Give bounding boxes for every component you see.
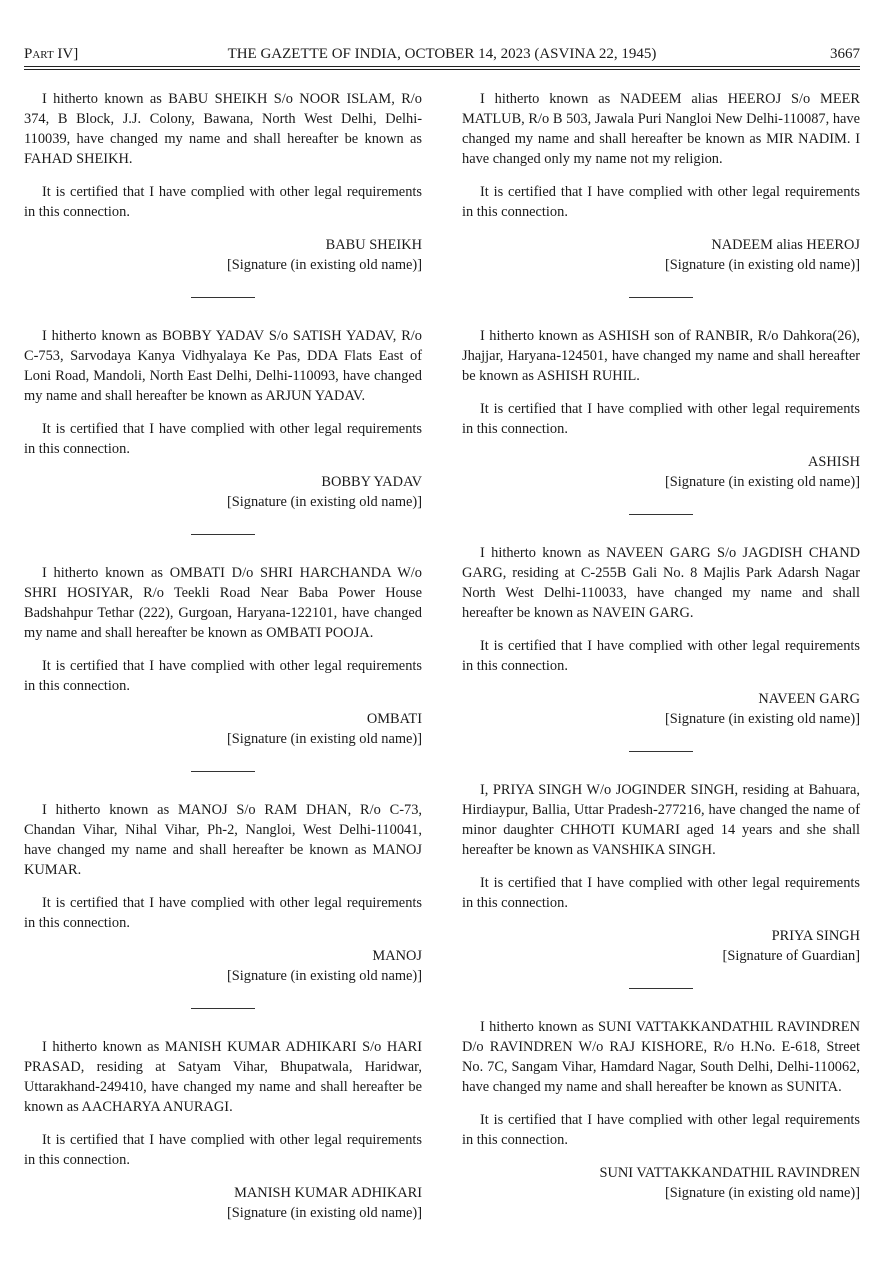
signature-block bbox=[24, 709, 422, 749]
notice-separator bbox=[191, 297, 255, 298]
notice-body: I hitherto known as MANOJ S/o RAM DHAN, R/o C-73, Chandan Vihar, Nihal Vihar, Ph-2, Nangloi, West Delhi-110041, have changed my name and shall hereafter be known as MANOJ KUMAR. bbox=[24, 802, 422, 878]
notice-separator bbox=[191, 771, 255, 772]
signature-block bbox=[24, 235, 422, 275]
certification-text: It is certified that I have complied with other legal requirements in this connection. bbox=[24, 1132, 422, 1168]
name-change-notice bbox=[462, 780, 860, 966]
right-column bbox=[462, 89, 860, 1203]
notice-separator bbox=[629, 751, 693, 752]
certification-text: It is certified that I have complied with other legal requirements in this connection. bbox=[24, 658, 422, 694]
signatory-name: NAVEEN GARG bbox=[758, 691, 860, 707]
signature-block bbox=[462, 926, 860, 966]
certification-text: It is certified that I have complied with other legal requirements in this connection. bbox=[462, 638, 860, 674]
notice-body: I hitherto known as NAVEEN GARG S/o JAGDISH CHAND GARG, residing at C-255B Gali No. 8 Majlis Park Adarsh Nagar North West Delhi-110033, have changed my name and shall hereafter be known as NAVEIN GARG. bbox=[462, 545, 860, 621]
notice-body: I hitherto known as BABU SHEIKH S/o NOOR ISLAM, R/o 374, B Block, J.J. Colony, Bawana, North West Delhi, Delhi-110039, have changed my name and shall hereafter be known as FAHAD SHEIKH. bbox=[24, 91, 422, 167]
signature-block bbox=[24, 1183, 422, 1223]
signature-label: [Signature (in existing old name)] bbox=[226, 257, 422, 273]
signature-block bbox=[24, 946, 422, 986]
gazette-title: THE GAZETTE OF INDIA, OCTOBER 14, 2023 (ASVINA 22, 1945) bbox=[227, 46, 657, 62]
signatory-name: NADEEM alias HEEROJ bbox=[711, 237, 860, 253]
gazette-header bbox=[24, 44, 860, 66]
notice-separator bbox=[629, 297, 693, 298]
signature-block bbox=[24, 472, 422, 512]
signature-block bbox=[462, 452, 860, 492]
signatory-name: BOBBY YADAV bbox=[321, 474, 422, 490]
signatory-name: PRIYA SINGH bbox=[771, 928, 860, 944]
header-rule-top bbox=[24, 66, 860, 67]
notice-body: I hitherto known as MANISH KUMAR ADHIKARI S/o HARI PRASAD, residing at Satyam Vihar, Bhupatwala, Haridwar, Uttarakhand-249410, have changed my name and shall hereafter be known as AACHARYA ANURAGI. bbox=[24, 1039, 422, 1115]
notice-body: I hitherto known as OMBATI D/o SHRI HARCHANDA W/o SHRI HOSIYAR, R/o Teekli Road Near Baba Power House Badshahpur Tethar (222), Gurgoan, Haryana-122101, have changed my name and shall hereafter be known as OMBATI POOJA. bbox=[24, 565, 422, 641]
signature-block bbox=[462, 689, 860, 729]
signature-label: [Signature (in existing old name)] bbox=[664, 711, 860, 727]
signature-block bbox=[462, 1163, 860, 1203]
name-change-notice bbox=[24, 89, 422, 275]
notice-body: I hitherto known as BOBBY YADAV S/o SATISH YADAV, R/o C-753, Sarvodaya Kanya Vidhyalaya Ke Pas, DDA Flats East of Loni Road, Mandoli, North East Delhi, Delhi-110093, have changed my name and shall hereafter be known as ARJUN YADAV. bbox=[24, 328, 422, 404]
signature-label: [Signature (in existing old name)] bbox=[664, 474, 860, 490]
name-change-notice bbox=[24, 326, 422, 512]
signatory-name: MANOJ bbox=[372, 948, 422, 964]
name-change-notice bbox=[462, 1017, 860, 1203]
notice-separator bbox=[191, 534, 255, 535]
signature-label: [Signature of Guardian] bbox=[722, 948, 860, 964]
signatory-name: SUNI VATTAKKANDATHIL RAVINDREN bbox=[599, 1165, 860, 1181]
name-change-notice bbox=[462, 89, 860, 275]
header-rule-bottom bbox=[24, 69, 860, 70]
notice-body: I hitherto known as NADEEM alias HEEROJ S/o MEER MATLUB, R/o B 503, Jawala Puri Nangloi New Delhi-110087, have changed my name and shall hereafter be known as MIR NADIM. I have changed only my name not my religion. bbox=[462, 91, 860, 167]
notice-separator bbox=[191, 1008, 255, 1009]
certification-text: It is certified that I have complied with other legal requirements in this connection. bbox=[24, 421, 422, 457]
signatory-name: OMBATI bbox=[366, 711, 422, 727]
signatory-name: ASHISH bbox=[808, 454, 860, 470]
left-column bbox=[24, 89, 422, 1223]
certification-text: It is certified that I have complied with other legal requirements in this connection. bbox=[462, 875, 860, 911]
name-change-notice bbox=[462, 326, 860, 492]
signature-label: [Signature (in existing old name)] bbox=[226, 731, 422, 747]
page-number: 3667 bbox=[830, 46, 860, 62]
notice-body: I, PRIYA SINGH W/o JOGINDER SINGH, residing at Bahuara, Hirdiaypur, Ballia, Uttar Pradesh-277216, have changed the name of minor daughter CHHOTI KUMARI aged 14 years and she shall hereafter be known as VANSHIKA SINGH. bbox=[462, 782, 860, 858]
signatory-name: BABU SHEIKH bbox=[325, 237, 422, 253]
certification-text: It is certified that I have complied with other legal requirements in this connection. bbox=[462, 184, 860, 220]
signature-label: [Signature (in existing old name)] bbox=[226, 968, 422, 984]
certification-text: It is certified that I have complied with other legal requirements in this connection. bbox=[24, 184, 422, 220]
name-change-notice bbox=[462, 543, 860, 729]
certification-text: It is certified that I have complied with other legal requirements in this connection. bbox=[24, 895, 422, 931]
notice-body: I hitherto known as ASHISH son of RANBIR, R/o Dahkora(26), Jhajjar, Haryana-124501, have changed my name and shall hereafter be known as ASHISH RUHIL. bbox=[462, 328, 860, 384]
signature-label: [Signature (in existing old name)] bbox=[226, 494, 422, 510]
notice-body: I hitherto known as SUNI VATTAKKANDATHIL RAVINDREN D/o RAVINDREN W/o RAJ KISHORE, R/o H.No. E-618, Street No. 7C, Sangam Vihar, Hamdard Nagar, South Delhi, Delhi-110062, have changed my name and shall hereafter be known as SUNITA. bbox=[462, 1019, 860, 1095]
name-change-notice bbox=[24, 800, 422, 986]
name-change-notice bbox=[24, 1037, 422, 1223]
signature-block bbox=[462, 235, 860, 275]
notice-separator bbox=[629, 988, 693, 989]
signature-label: [Signature (in existing old name)] bbox=[664, 257, 860, 273]
notice-separator bbox=[629, 514, 693, 515]
certification-text: It is certified that I have complied with other legal requirements in this connection. bbox=[462, 1112, 860, 1148]
certification-text: It is certified that I have complied with other legal requirements in this connection. bbox=[462, 401, 860, 437]
signature-label: [Signature (in existing old name)] bbox=[664, 1185, 860, 1201]
part-label: Part IV] bbox=[24, 46, 79, 62]
name-change-notice bbox=[24, 563, 422, 749]
signatory-name: MANISH KUMAR ADHIKARI bbox=[234, 1185, 422, 1201]
signature-label: [Signature (in existing old name)] bbox=[226, 1205, 422, 1221]
